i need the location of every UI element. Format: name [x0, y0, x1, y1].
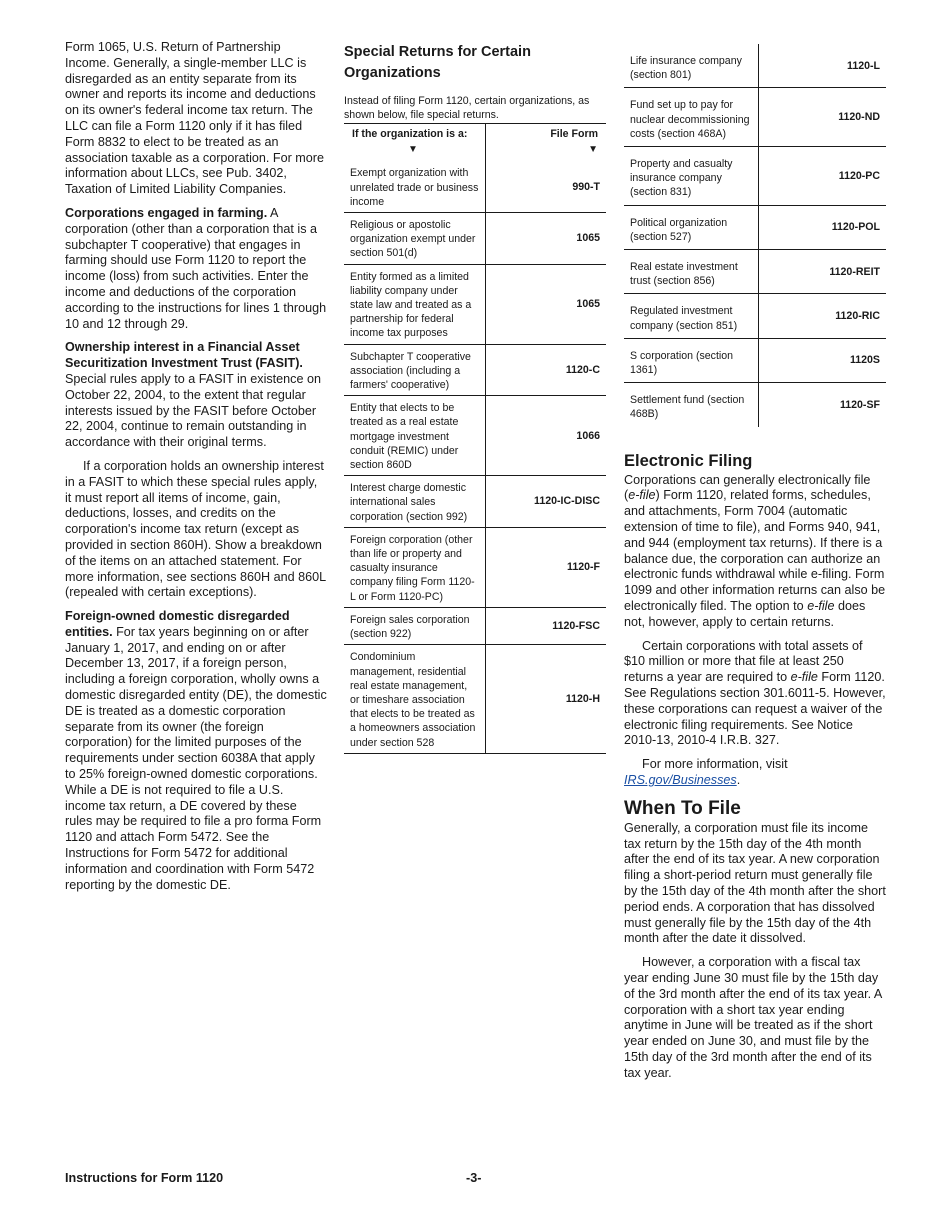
- organization-cell: Foreign sales corporation (section 922): [344, 607, 486, 644]
- file-form-cell: 1066: [486, 396, 607, 476]
- farming-heading: Corporations engaged in farming.: [65, 205, 268, 220]
- table-row: [344, 476, 606, 528]
- table-row: [344, 607, 606, 644]
- efile-emphasis: e-file: [628, 488, 656, 503]
- file-form-cell: 1120-ND: [759, 88, 887, 147]
- table-row: [344, 527, 606, 607]
- file-form-cell: 1065: [486, 213, 607, 265]
- organization-cell: Entity that elects to be treated as a real estate mortgage investment conduit (REMIC) under section 860D: [344, 396, 486, 476]
- column-left: [65, 40, 327, 901]
- efile-emphasis: e-file: [790, 670, 818, 685]
- efile-text: does not, however, apply to certain returns.: [624, 599, 866, 629]
- when-paragraph-1: Generally, a corporation must file its income tax return by the 15th day of the 4th month after the end of its tax year. A new corporation filing a short-period return must generally file by the 15th day of the 4th month after the short period ends. A corporation that has dissolved must generally file by the 15th day of the 4th month after the date it dissolved.: [624, 820, 886, 946]
- organization-cell: Settlement fund (section 468B): [624, 383, 759, 427]
- irs-businesses-link[interactable]: IRS.gov/Businesses: [624, 773, 737, 787]
- organization-cell: Political organization (section 527): [624, 205, 759, 249]
- organization-cell: Entity formed as a limited liability company under state law and treated as a partnership for federal income tax purposes: [344, 264, 486, 344]
- llc-paragraph: Form 1065, U.S. Return of Partnership Income. Generally, a single-member LLC is disregarded as an entity separate from its owner and reports its income and deductions on its owner's federal income tax return. The LLC can file a Form 1120 only if it has filed Form 8832 to elect to be treated as an association taxable as a corporation. For more information about LLCs, see Pub. 3402, Taxation of Limited Liability Companies.: [65, 40, 325, 197]
- special-returns-intro: Instead of filing Form 1120, certain organizations, as shown below, file special returns.: [344, 95, 590, 121]
- efile-text: Form 1120. See Regulations section 301.6011-5. However, these corporations can request a waiver of the electronic filing requirements. See Notice 2010-13, 2010-4 I.R.B. 327.: [624, 670, 886, 748]
- file-form-cell: 1065: [486, 264, 607, 344]
- organization-cell: Fund set up to pay for nuclear decommissioning costs (section 468A): [624, 88, 759, 147]
- when-paragraph-2: However, a corporation with a fiscal tax year ending June 30 must file by the 15th day of the 3rd month after the end of its tax year. A corporation with a short tax year ending anytime in June will be treated as if the short year ended on June 30, and must file by the 15th day of the 3rd month after the end of its tax year.: [624, 955, 882, 1080]
- arrow-down-icon: ▼: [344, 141, 486, 161]
- table-row: [344, 344, 606, 396]
- organization-cell: Subchapter T cooperative association (including a farmers' cooperative): [344, 344, 486, 396]
- efile-text: For more information, visit: [642, 757, 788, 772]
- page-number: -3-: [466, 1171, 482, 1185]
- organization-cell: S corporation (section 1361): [624, 338, 759, 382]
- column-header-organization: If the organization is a:: [344, 124, 486, 142]
- efile-text: Certain corporations with total assets of $10 million or more that file at least 250 returns a year are required to: [624, 638, 863, 685]
- file-form-cell: 1120-SF: [839, 398, 880, 411]
- efile-text: .: [736, 773, 741, 787]
- when-to-file-heading: When To File: [624, 797, 741, 819]
- organization-cell: Property and casualty insurance company (section 831): [624, 147, 759, 206]
- table-row: [344, 161, 606, 212]
- electronic-filing-heading: Electronic Filing: [624, 451, 753, 470]
- table-row: [344, 645, 606, 753]
- special-returns-table-continued: [624, 44, 886, 427]
- file-form-cell: 1120-POL: [759, 205, 887, 249]
- file-form-cell: 1120-C: [486, 344, 607, 396]
- table-row: [344, 213, 606, 265]
- table-row: [344, 264, 606, 344]
- efile-paragraph-3: [624, 757, 886, 789]
- table-row: [624, 383, 886, 427]
- special-returns-table: [344, 123, 606, 754]
- fasit-paragraph-2: If a corporation holds an ownership interest in a FASIT to which these special rules apply, it must report all items of income, gain, deductions, losses, and credits on the corporation's income tax return (except as provided in section 860H). Show a breakdown of the items on an attached statement. For more information, see sections 860H and 860L (repealed with certain exceptions).: [65, 458, 326, 600]
- special-returns-heading: Special Returns for Certain Organizations: [344, 44, 531, 81]
- table-row: [344, 396, 606, 476]
- efile-paragraph-2: [624, 639, 886, 750]
- table-row: [624, 205, 886, 249]
- table-row: [624, 338, 886, 382]
- file-form-cell: 1120-PC: [759, 147, 887, 206]
- organization-cell: Foreign corporation (other than life or property and casualty insurance company filing Form 1120-L or Form 1120-PC): [344, 527, 486, 607]
- fasit-heading: Ownership interest in a Financial Asset Securitization Investment Trust (FASIT).: [65, 340, 303, 371]
- farming-text: A corporation (other than a corporation that is a subchapter T cooperative) that engages in farming should use Form 1120 to report the income (loss) from such activities. Enter the income and deductions of the corporation according to the instructions for lines 1 through 10 and 12 through 29.: [65, 205, 327, 331]
- file-form-cell: 1120-RIC: [759, 294, 887, 338]
- organization-cell: Life insurance company (section 801): [624, 44, 759, 88]
- efile-paragraph-1: [624, 473, 886, 631]
- file-form-cell: 1120-F: [486, 527, 607, 607]
- foreign-de-heading: Foreign-owned domestic disregarded entities.: [65, 609, 290, 639]
- file-form-cell: 990-T: [486, 161, 607, 212]
- efile-text: ) Form 1120, related forms, schedules, and attachments, Form 7004 (automatic extension of time to file), and Forms 940, 941, and 944 (employment tax returns). If there is a balance due, the corporation can authorize an electronic funds withdrawal while e-filing. Form 1099 and other information returns can also be electronically filed. The option to: [624, 488, 886, 614]
- organization-cell: Religious or apostolic organization exempt under section 501(d): [344, 213, 486, 265]
- footer-title: Instructions for Form 1120: [65, 1171, 224, 1185]
- file-form-cell: 1120-L: [759, 44, 887, 88]
- column-middle: [344, 40, 606, 754]
- file-form-cell: 1120-IC-DISC: [486, 476, 607, 528]
- table-row: [624, 147, 886, 206]
- column-header-file-form: File Form: [550, 128, 598, 140]
- fasit-text: Special rules apply to a FASIT in existence on October 22, 2004, to the extent that regular interests issued by the FASIT before October 22, 2004, continue to remain outstanding in accordance with their original terms.: [65, 371, 321, 450]
- file-form-cell: 1120-FSC: [486, 607, 607, 644]
- farming-paragraph: [65, 206, 327, 332]
- organization-cell: Regulated investment company (section 851): [624, 294, 759, 338]
- organization-cell: Interest charge domestic international sales corporation (section 992): [344, 476, 486, 528]
- foreign-de-paragraph: [65, 609, 327, 893]
- efile-text: Corporations can generally electronically file (: [624, 472, 871, 503]
- file-form-cell: 1120-REIT: [759, 250, 887, 294]
- organization-cell: Real estate investment trust (section 856): [624, 250, 759, 294]
- foreign-de-text: For tax years beginning on or after January 1, 2017, and ending on or after December 13, 2017, if a foreign person, including a foreign corporation, wholly owns a domestic disregarded entity (DE), the domestic DE is treated as a domestic corporation separate from its owner (the foreign corporation) for the limited purposes of the requirements under section 6038A that apply to 25% foreign-owned domestic corporations. While a DE is not required to file a U.S. income tax return, a DE covered by these rules may be required to file a pro forma Form 1120 and attach Form 5472. See the Instructions for Form 5472 for additional information and coordination with Form 5472 reporting by the domestic DE.: [65, 624, 327, 892]
- organization-cell: Condominium management, residential real estate management, or timeshare association that elects to be treated as a homeowners association under section 528: [344, 645, 486, 753]
- table-row: [624, 250, 886, 294]
- table-row: [624, 294, 886, 338]
- fasit-paragraph: [65, 340, 327, 451]
- table-row: [624, 44, 886, 88]
- efile-emphasis: e-file: [807, 599, 835, 614]
- arrow-down-icon: ▼: [588, 144, 598, 156]
- file-form-cell: 1120-H: [486, 645, 607, 753]
- organization-cell: Exempt organization with unrelated trade or business income: [344, 161, 486, 212]
- table-row: [624, 88, 886, 147]
- column-right: [624, 44, 886, 1090]
- file-form-cell: 1120S: [759, 338, 887, 382]
